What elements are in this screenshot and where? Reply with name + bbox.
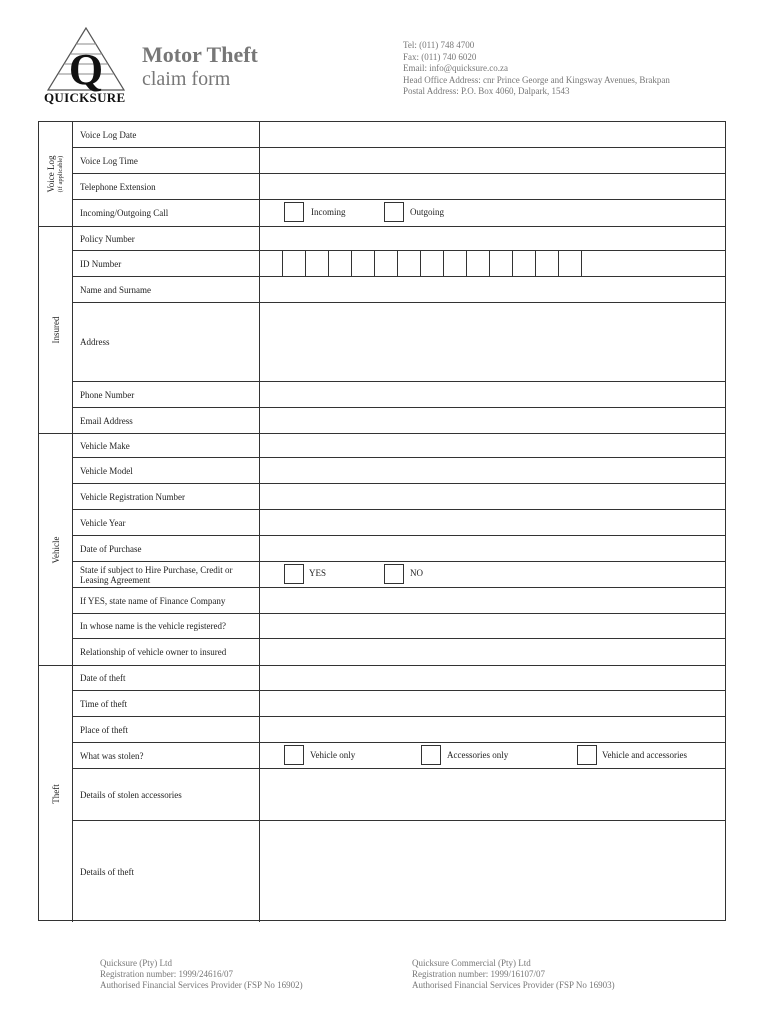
row-details-of-theft (73, 821, 725, 922)
field-label: Incoming/Outgoing Call (80, 208, 169, 218)
logo-letter: Q (68, 45, 104, 94)
accessories-only-checkbox[interactable] (421, 745, 441, 765)
field-label: Telephone Extension (80, 181, 156, 192)
finance-company-field[interactable] (259, 588, 725, 613)
id-digit-box (443, 251, 444, 276)
row-voice-log-date (73, 122, 725, 148)
section-label: Insured (50, 316, 61, 344)
row-address (73, 303, 725, 382)
form-subtitle: claim form (142, 68, 231, 90)
contact-postal: Postal Address: P.O. Box 4060, Dalpark, 1543 (403, 86, 570, 96)
field-label: If YES, state name of Finance Company (80, 595, 226, 606)
no-label: NO (410, 568, 423, 578)
details-of-theft-field[interactable] (259, 821, 725, 922)
relationship-field[interactable] (259, 639, 725, 665)
field-label: Details of theft (80, 866, 134, 877)
vehicle-year-field[interactable] (259, 510, 725, 535)
row-stolen-accessories (73, 769, 725, 821)
id-digit-box (282, 251, 283, 276)
field-label: Phone Number (80, 389, 135, 400)
contact-head-office: Head Office Address: cnr Prince George and Kingsway Avenues, Brakpan (403, 74, 670, 85)
field-label: Vehicle Model (80, 465, 133, 476)
vehicle-registration-field[interactable] (259, 484, 725, 509)
field-label: What was stolen? (80, 750, 144, 761)
section-voice-log (39, 122, 73, 226)
date-of-purchase-field[interactable] (259, 536, 725, 561)
row-email-address (73, 408, 725, 433)
telephone-extension-field[interactable] (259, 174, 725, 199)
row-date-of-purchase (73, 536, 725, 562)
policy-number-field[interactable] (259, 227, 725, 250)
yes-label: YES (309, 568, 327, 578)
id-digit-box (351, 251, 352, 276)
contact-fax: Fax: (011) 740 6020 (403, 51, 477, 62)
incoming-checkbox[interactable] (284, 202, 304, 222)
id-number-field[interactable] (259, 251, 725, 276)
row-relationship (73, 639, 725, 665)
stolen-accessories-field[interactable] (259, 769, 725, 820)
footer-right (412, 958, 615, 991)
voice-log-time-field[interactable] (259, 148, 725, 173)
row-policy-number (73, 226, 725, 251)
field-label: Date of theft (80, 673, 126, 683)
field-label: In whose name is the vehicle registered? (80, 621, 226, 631)
row-vehicle-registration (73, 484, 725, 510)
footer-fsp: Authorised Financial Services Provider (FSP No 16902) (100, 980, 303, 990)
call-direction-field (259, 200, 725, 226)
address-field[interactable] (259, 303, 725, 381)
contact-details (403, 40, 670, 98)
section-label: Theft (50, 784, 61, 804)
vehicle-only-checkbox[interactable] (284, 745, 304, 765)
id-digit-box (558, 251, 559, 276)
field-label: Vehicle Make (80, 440, 130, 451)
vehicle-only-label: Vehicle only (310, 750, 356, 760)
yes-checkbox[interactable] (284, 564, 304, 584)
field-label: State if subject to Hire Purchase, Credit or Leasing Agreement (80, 564, 233, 585)
outgoing-label: Outgoing (410, 207, 445, 217)
phone-number-field[interactable] (259, 382, 725, 407)
footer-registration: Registration number: 1999/24616/07 (100, 969, 233, 979)
hire-purchase-field (259, 562, 725, 587)
id-digit-box (374, 251, 375, 276)
id-digit-box (328, 251, 329, 276)
footer-registration: Registration number: 1999/16107/07 (412, 969, 545, 979)
place-of-theft-field[interactable] (259, 717, 725, 742)
field-label: Vehicle Year (80, 517, 126, 528)
row-place-of-theft (73, 717, 725, 743)
time-of-theft-field[interactable] (259, 691, 725, 716)
row-date-of-theft (73, 665, 725, 691)
id-digit-box (420, 251, 421, 276)
field-label: Address (80, 337, 110, 347)
incoming-label: Incoming (311, 207, 346, 217)
section-label: Vehicle (50, 536, 61, 563)
field-label: Details of stolen accessories (80, 789, 182, 800)
footer-company: Quicksure Commercial (Pty) Ltd (412, 958, 531, 968)
what-stolen-field (259, 743, 725, 768)
section-theft (39, 665, 73, 922)
id-digit-box (397, 251, 398, 276)
field-label: Policy Number (80, 233, 135, 244)
id-digit-box (305, 251, 306, 276)
row-vehicle-make (73, 433, 725, 458)
row-registered-owner (73, 614, 725, 639)
section-vehicle (39, 433, 73, 665)
id-digit-box (581, 251, 582, 276)
row-incoming-outgoing (73, 200, 725, 226)
row-finance-company (73, 588, 725, 614)
registered-owner-field[interactable] (259, 614, 725, 638)
id-digit-box (512, 251, 513, 276)
row-name-surname (73, 277, 725, 303)
id-digit-box (535, 251, 536, 276)
field-label: Time of theft (80, 698, 128, 709)
row-phone-number (73, 382, 725, 408)
contact-tel: Tel: (011) 748 4700 (403, 40, 475, 50)
logo-text: QUICKSURE (44, 90, 126, 105)
vehicle-model-field[interactable] (259, 458, 725, 483)
row-vehicle-year (73, 510, 725, 536)
row-time-of-theft (73, 691, 725, 717)
footer-left (100, 958, 303, 991)
row-hire-purchase (73, 562, 725, 588)
row-id-number (73, 251, 725, 277)
row-what-stolen (73, 743, 725, 769)
field-label: Date of Purchase (80, 543, 142, 554)
claim-form (38, 121, 726, 921)
field-label: Name and Surname (80, 284, 151, 295)
id-digit-box (466, 251, 467, 276)
no-checkbox[interactable] (384, 564, 404, 584)
field-label: Voice Log Time (80, 155, 138, 166)
footer-fsp: Authorised Financial Services Provider (FSP No 16903) (412, 980, 615, 990)
field-label: Voice Log Date (80, 129, 137, 140)
footer-company: Quicksure (Pty) Ltd (100, 958, 172, 968)
form-title: Motor Theft (142, 42, 258, 67)
field-label: Relationship of vehicle owner to insured (80, 647, 227, 657)
outgoing-checkbox[interactable] (384, 202, 404, 222)
field-label: Vehicle Registration Number (80, 491, 185, 502)
field-label: ID Number (80, 258, 122, 269)
name-surname-field[interactable] (259, 277, 725, 302)
vehicle-make-field[interactable] (259, 434, 725, 457)
field-label: Place of theft (80, 724, 128, 735)
id-digit-box (489, 251, 490, 276)
section-label: Voice Log (if applicable) (45, 155, 64, 193)
vehicle-and-accessories-label: Vehicle and accessories (602, 750, 687, 760)
accessories-only-label: Accessories only (447, 750, 509, 760)
field-label: Email Address (80, 415, 133, 426)
row-telephone-extension (73, 174, 725, 200)
contact-email: Email: info@quicksure.co.za (403, 63, 509, 73)
section-insured (39, 226, 73, 433)
date-of-theft-field[interactable] (259, 666, 725, 690)
row-voice-log-time (73, 148, 725, 174)
vehicle-and-accessories-checkbox[interactable] (577, 745, 597, 765)
email-address-field[interactable] (259, 408, 725, 433)
row-vehicle-model (73, 458, 725, 484)
voice-log-date-field[interactable] (259, 122, 725, 147)
